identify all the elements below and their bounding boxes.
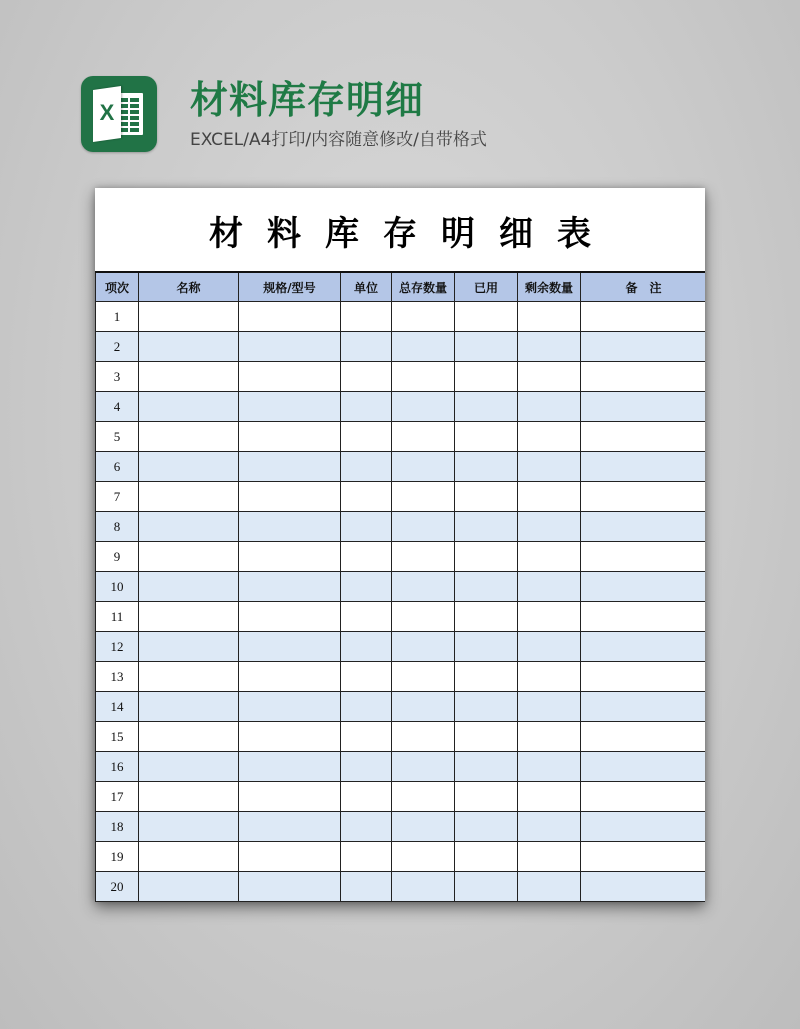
cell-index: 6 [96, 452, 139, 482]
cell-remarks[interactable] [581, 392, 706, 422]
cell-index: 7 [96, 482, 139, 512]
cell-used[interactable] [455, 542, 518, 572]
cell-spec[interactable] [239, 632, 341, 662]
table-row [96, 692, 706, 722]
table-row [96, 422, 706, 452]
cell-remarks[interactable] [581, 332, 706, 362]
cell-unit[interactable] [341, 452, 392, 482]
cell-name[interactable] [139, 662, 239, 692]
cell-unit[interactable] [341, 812, 392, 842]
table-row [96, 332, 706, 362]
column-header-remarks: 备 注 [581, 272, 706, 302]
column-header-total: 总存数量 [392, 272, 455, 302]
cell-total[interactable] [392, 782, 455, 812]
cell-unit[interactable] [341, 602, 392, 632]
cell-unit[interactable] [341, 482, 392, 512]
cell-spec[interactable] [239, 782, 341, 812]
cell-remaining[interactable] [518, 452, 581, 482]
cell-unit[interactable] [341, 422, 392, 452]
cell-remarks[interactable] [581, 782, 706, 812]
cell-used[interactable] [455, 392, 518, 422]
table-row [96, 362, 706, 392]
cell-used[interactable] [455, 452, 518, 482]
cell-name[interactable] [139, 332, 239, 362]
cell-remarks[interactable] [581, 362, 706, 392]
cell-name[interactable] [139, 422, 239, 452]
cell-name[interactable] [139, 362, 239, 392]
cell-remarks[interactable] [581, 842, 706, 872]
cell-remaining[interactable] [518, 872, 581, 902]
cell-total[interactable] [392, 812, 455, 842]
excel-letter: X [99, 100, 115, 125]
table-row [96, 842, 706, 872]
cell-remaining[interactable] [518, 392, 581, 422]
cell-remarks[interactable] [581, 722, 706, 752]
cell-total[interactable] [392, 392, 455, 422]
cell-unit[interactable] [341, 752, 392, 782]
inventory-table [95, 271, 705, 902]
cell-used[interactable] [455, 332, 518, 362]
table-row [96, 812, 706, 842]
cell-used[interactable] [455, 752, 518, 782]
cell-remaining[interactable] [518, 422, 581, 452]
cell-total[interactable] [392, 512, 455, 542]
banner-subtitle: EXCEL/A4打印/内容随意修改/自带格式 [190, 130, 487, 150]
table-row [96, 542, 706, 572]
cell-used[interactable] [455, 632, 518, 662]
cell-index: 13 [96, 662, 139, 692]
cell-remaining[interactable] [518, 332, 581, 362]
column-header-index: 项次 [96, 272, 139, 302]
cell-remarks[interactable] [581, 482, 706, 512]
cell-total[interactable] [392, 482, 455, 512]
cell-remarks[interactable] [581, 872, 706, 902]
cell-spec[interactable] [239, 692, 341, 722]
cell-name[interactable] [139, 872, 239, 902]
cell-remarks[interactable] [581, 662, 706, 692]
cell-index: 8 [96, 512, 139, 542]
cell-remaining[interactable] [518, 482, 581, 512]
cell-total[interactable] [392, 842, 455, 872]
table-row [96, 452, 706, 482]
cell-remarks[interactable] [581, 302, 706, 332]
cell-unit[interactable] [341, 302, 392, 332]
cell-remaining[interactable] [518, 662, 581, 692]
cell-remarks[interactable] [581, 512, 706, 542]
cell-remarks[interactable] [581, 752, 706, 782]
cell-used[interactable] [455, 602, 518, 632]
cell-index: 19 [96, 842, 139, 872]
cell-used[interactable] [455, 362, 518, 392]
cell-remarks[interactable] [581, 572, 706, 602]
grid-icon [121, 98, 139, 130]
cell-index: 15 [96, 722, 139, 752]
table-row [96, 662, 706, 692]
table-row [96, 722, 706, 752]
cell-unit[interactable] [341, 512, 392, 542]
cell-remaining[interactable] [518, 842, 581, 872]
cell-name[interactable] [139, 572, 239, 602]
cell-total[interactable] [392, 452, 455, 482]
cell-unit[interactable] [341, 632, 392, 662]
cell-remaining[interactable] [518, 602, 581, 632]
cell-used[interactable] [455, 512, 518, 542]
cell-name[interactable] [139, 512, 239, 542]
cell-name[interactable] [139, 452, 239, 482]
excel-icon [81, 76, 157, 152]
table-row [96, 602, 706, 632]
cell-remaining[interactable] [518, 302, 581, 332]
cell-used[interactable] [455, 482, 518, 512]
cell-total[interactable] [392, 332, 455, 362]
column-header-name: 名称 [139, 272, 239, 302]
cell-unit[interactable] [341, 362, 392, 392]
cell-spec[interactable] [239, 812, 341, 842]
cell-spec[interactable] [239, 512, 341, 542]
table-row [96, 752, 706, 782]
cell-spec[interactable] [239, 842, 341, 872]
cell-used[interactable] [455, 842, 518, 872]
cell-remaining[interactable] [518, 512, 581, 542]
cell-unit[interactable] [341, 782, 392, 812]
cell-unit[interactable] [341, 872, 392, 902]
cell-remarks[interactable] [581, 452, 706, 482]
cell-unit[interactable] [341, 392, 392, 422]
cell-remaining[interactable] [518, 722, 581, 752]
cell-name[interactable] [139, 812, 239, 842]
cell-name[interactable] [139, 632, 239, 662]
cell-spec[interactable] [239, 872, 341, 902]
cell-index: 17 [96, 782, 139, 812]
cell-total[interactable] [392, 362, 455, 392]
cell-remaining[interactable] [518, 812, 581, 842]
cell-remaining[interactable] [518, 692, 581, 722]
cell-spec[interactable] [239, 452, 341, 482]
header-row [96, 272, 706, 302]
cell-name[interactable] [139, 392, 239, 422]
cell-name[interactable] [139, 542, 239, 572]
cell-index: 16 [96, 752, 139, 782]
table-row [96, 872, 706, 902]
cell-index: 18 [96, 812, 139, 842]
table-row [96, 302, 706, 332]
cell-used[interactable] [455, 692, 518, 722]
cell-used[interactable] [455, 722, 518, 752]
cell-name[interactable] [139, 692, 239, 722]
cell-remaining[interactable] [518, 542, 581, 572]
cell-index: 14 [96, 692, 139, 722]
cell-total[interactable] [392, 542, 455, 572]
table-row [96, 392, 706, 422]
cell-total[interactable] [392, 632, 455, 662]
cell-used[interactable] [455, 302, 518, 332]
cell-index: 10 [96, 572, 139, 602]
cell-name[interactable] [139, 722, 239, 752]
cell-total[interactable] [392, 572, 455, 602]
cell-name[interactable] [139, 782, 239, 812]
cell-total[interactable] [392, 872, 455, 902]
cell-used[interactable] [455, 572, 518, 602]
cell-used[interactable] [455, 662, 518, 692]
column-header-remaining: 剩余数量 [518, 272, 581, 302]
banner-title: 材料库存明细 [190, 78, 425, 122]
cell-unit[interactable] [341, 572, 392, 602]
cell-remaining[interactable] [518, 572, 581, 602]
column-header-used: 已用 [455, 272, 518, 302]
cell-spec[interactable] [239, 482, 341, 512]
cell-spec[interactable] [239, 752, 341, 782]
cell-remarks[interactable] [581, 542, 706, 572]
cell-unit[interactable] [341, 692, 392, 722]
cell-remarks[interactable] [581, 812, 706, 842]
cell-spec[interactable] [239, 662, 341, 692]
cell-total[interactable] [392, 752, 455, 782]
cell-remaining[interactable] [518, 362, 581, 392]
cell-name[interactable] [139, 482, 239, 512]
cell-spec[interactable] [239, 422, 341, 452]
cell-index: 5 [96, 422, 139, 452]
cell-remarks[interactable] [581, 692, 706, 722]
cell-remaining[interactable] [518, 632, 581, 662]
table-row [96, 482, 706, 512]
cell-remarks[interactable] [581, 632, 706, 662]
cell-total[interactable] [392, 422, 455, 452]
cell-index: 3 [96, 362, 139, 392]
cell-spec[interactable] [239, 572, 341, 602]
cell-index: 2 [96, 332, 139, 362]
cell-name[interactable] [139, 752, 239, 782]
cell-spec[interactable] [239, 302, 341, 332]
cell-spec[interactable] [239, 542, 341, 572]
cell-total[interactable] [392, 662, 455, 692]
cell-total[interactable] [392, 302, 455, 332]
cell-index: 12 [96, 632, 139, 662]
cell-total[interactable] [392, 722, 455, 752]
cell-unit[interactable] [341, 842, 392, 872]
table-row [96, 632, 706, 662]
cell-unit[interactable] [341, 542, 392, 572]
cell-remarks[interactable] [581, 422, 706, 452]
cell-remaining[interactable] [518, 752, 581, 782]
cell-total[interactable] [392, 602, 455, 632]
column-header-unit: 单位 [341, 272, 392, 302]
cell-index: 4 [96, 392, 139, 422]
cell-spec[interactable] [239, 362, 341, 392]
column-header-spec: 规格/型号 [239, 272, 341, 302]
cell-unit[interactable] [341, 332, 392, 362]
cell-name[interactable] [139, 602, 239, 632]
cell-used[interactable] [455, 782, 518, 812]
cell-total[interactable] [392, 692, 455, 722]
cell-unit[interactable] [341, 662, 392, 692]
cell-spec[interactable] [239, 392, 341, 422]
cell-index: 1 [96, 302, 139, 332]
cell-spec[interactable] [239, 602, 341, 632]
cell-index: 20 [96, 872, 139, 902]
document-title: 材料库存明细表 [209, 214, 615, 254]
cell-name[interactable] [139, 842, 239, 872]
cell-remarks[interactable] [581, 602, 706, 632]
spreadsheet-page [95, 188, 705, 902]
cell-used[interactable] [455, 422, 518, 452]
cell-used[interactable] [455, 812, 518, 842]
table-row [96, 782, 706, 812]
cell-used[interactable] [455, 872, 518, 902]
table-row [96, 572, 706, 602]
cell-unit[interactable] [341, 722, 392, 752]
cell-spec[interactable] [239, 722, 341, 752]
cell-name[interactable] [139, 302, 239, 332]
cell-index: 9 [96, 542, 139, 572]
cell-spec[interactable] [239, 332, 341, 362]
table-row [96, 512, 706, 542]
cell-remaining[interactable] [518, 782, 581, 812]
cell-index: 11 [96, 602, 139, 632]
